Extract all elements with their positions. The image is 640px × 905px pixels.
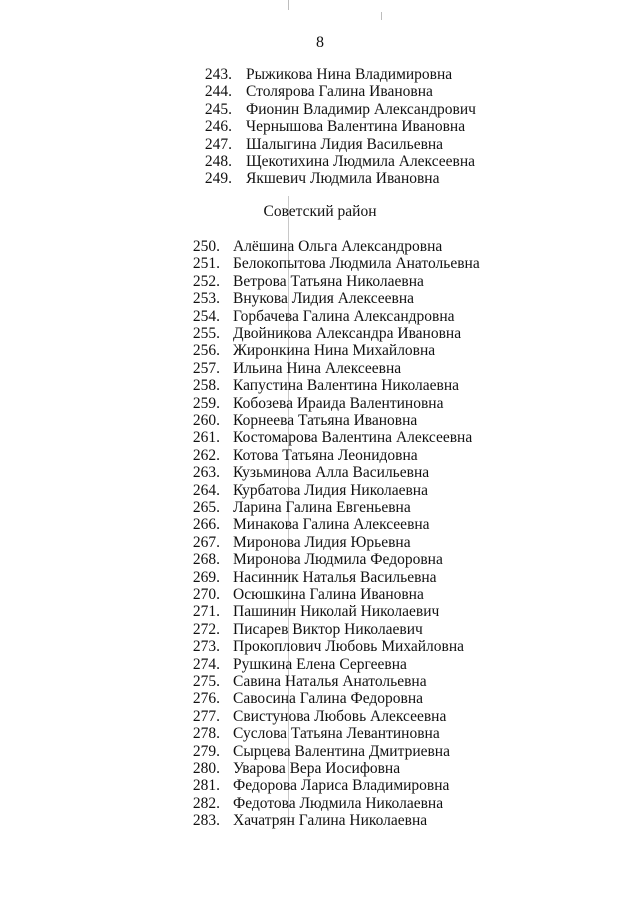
- list-item-name: Шалыгина Лидия Васильевна: [246, 135, 444, 153]
- list-item-name: Пашинин Николай Николаевич: [233, 603, 440, 621]
- list-item: [0, 153, 640, 171]
- list-item-number: 260.: [192, 412, 220, 429]
- list-item: [0, 342, 640, 360]
- list-item: [0, 534, 640, 552]
- list-item-number: 246.: [204, 118, 232, 136]
- list-item-number: 255.: [192, 325, 220, 342]
- section-heading-district: Советский район: [263, 203, 377, 220]
- list-item-number: 265.: [192, 499, 220, 516]
- list-item-name: Котова Татьяна Леонидовна: [233, 446, 418, 464]
- list-item-name: Уварова Вера Иосифовна: [233, 760, 401, 777]
- list-item-number: 274.: [192, 655, 220, 673]
- list-item-number: 254.: [192, 307, 220, 325]
- list-item: [0, 66, 640, 84]
- scan-mark-top-right: [381, 12, 382, 20]
- list-item-name: Чернышова Валентина Ивановна: [246, 118, 466, 136]
- list-item-name: Щекотихина Людмила Алексеевна: [246, 153, 476, 170]
- list-item-name: Кузьминова Алла Васильевна: [233, 464, 430, 482]
- list-item: [0, 569, 640, 587]
- list-item-name: Минакова Галина Алексеевна: [233, 516, 430, 534]
- page-number: 8: [316, 34, 324, 51]
- scan-mark-top-left: [288, 0, 289, 10]
- list-item-number: 276.: [192, 690, 220, 708]
- list-item: [0, 273, 640, 291]
- list-item: [0, 412, 640, 430]
- list-item-number: 278.: [192, 725, 220, 743]
- list-item-name: Савина Наталья Анатольевна: [233, 673, 427, 690]
- list-item-number: 253.: [192, 290, 220, 308]
- list-item-number: 264.: [192, 481, 220, 499]
- list-item-number: 244.: [204, 83, 232, 101]
- list-item: [0, 238, 640, 256]
- list-item-name: Сырцева Валентина Дмитриевна: [233, 742, 450, 760]
- list-item-number: 247.: [204, 135, 232, 153]
- list-item: [0, 708, 640, 726]
- list-item-name: Писарев Виктор Николаевич: [233, 620, 423, 638]
- list-item-name: Кобозева Ираида Валентиновна: [233, 394, 444, 412]
- list-item-number: 257.: [192, 359, 220, 377]
- list-item-number: 272.: [192, 620, 220, 638]
- list-item-number: 258.: [192, 377, 220, 395]
- list-item: [0, 795, 640, 813]
- list-item: [0, 101, 640, 119]
- list-item-number: 252.: [192, 272, 220, 290]
- list-item-name: Столярова Галина Ивановна: [246, 83, 433, 101]
- list-item: [0, 290, 640, 308]
- list-item-name: Ильина Нина Алексеевна: [233, 359, 402, 377]
- list-item-name: Савосина Галина Федоровна: [233, 690, 424, 708]
- list-item: [0, 377, 640, 395]
- list-item-number: 275.: [192, 673, 220, 690]
- list-item: [0, 777, 640, 795]
- list-item-name: Прокоплович Любовь Михайловна: [233, 638, 465, 656]
- list-item-number: 267.: [192, 533, 220, 551]
- list-item-name: Миронова Лидия Юрьевна: [233, 533, 411, 551]
- list-item: [0, 551, 640, 569]
- list-item: [0, 812, 640, 830]
- list-item-number: 268.: [192, 551, 220, 569]
- list-item-name: Ветрова Татьяна Николаевна: [233, 272, 424, 290]
- list-item-number: 273.: [192, 638, 220, 656]
- list-item-number: 280.: [192, 760, 220, 777]
- list-item: [0, 499, 640, 517]
- list-item: [0, 621, 640, 639]
- list-item-number: 271.: [192, 603, 220, 621]
- list-item-name: Ларина Галина Евгеньевна: [233, 499, 411, 516]
- list-item: [0, 136, 640, 154]
- list-item-number: 248.: [204, 153, 232, 170]
- list-item: [0, 725, 640, 743]
- list-item-number: 245.: [204, 100, 232, 118]
- list-item: [0, 429, 640, 447]
- list-item-name: Якшевич Людмила Ивановна: [246, 170, 440, 188]
- list-item-name: Фионин Владимир Александрович: [246, 100, 476, 118]
- list-item-name: Горбачева Галина Александровна: [233, 307, 455, 325]
- list-item: [0, 308, 640, 326]
- list-item: [0, 482, 640, 500]
- list-item: [0, 673, 640, 691]
- list-item-name: Жиронкина Нина Михайловна: [233, 342, 436, 360]
- list-item: [0, 325, 640, 343]
- list-item: [0, 447, 640, 465]
- list-item-name: Федорова Лариса Владимировна: [233, 777, 450, 795]
- list-item-name: Рыжикова Нина Владимировна: [246, 66, 453, 83]
- list-item: [0, 464, 640, 482]
- list-item: [0, 516, 640, 534]
- list-item-name: Курбатова Лидия Николаевна: [233, 481, 428, 499]
- list-item-name: Белокопытова Людмила Анатольевна: [233, 255, 480, 273]
- list-item-number: 259.: [192, 394, 220, 412]
- list-item: [0, 603, 640, 621]
- list-item: [0, 170, 640, 188]
- list-item: [0, 638, 640, 656]
- list-item: [0, 83, 640, 101]
- list-item: [0, 395, 640, 413]
- list-item-name: Рушкина Елена Сергеевна: [233, 655, 407, 673]
- list-item-name: Суслова Татьяна Левантиновна: [233, 725, 440, 743]
- list-item-name: Костомарова Валентина Алексеевна: [233, 429, 473, 447]
- list-item-number: 263.: [192, 464, 220, 482]
- list-item-number: 283.: [192, 812, 220, 830]
- list-item: [0, 656, 640, 674]
- list-item: [0, 360, 640, 378]
- list-item-number: 250.: [192, 238, 220, 255]
- list-item-name: Свистунова Любовь Алексеевна: [233, 707, 447, 725]
- list-item-number: 251.: [192, 255, 220, 273]
- list-item-number: 266.: [192, 516, 220, 534]
- list-item-name: Корнеева Татьяна Ивановна: [233, 412, 418, 429]
- list-item: [0, 760, 640, 778]
- list-item-number: 261.: [192, 429, 220, 447]
- list-item-number: 282.: [192, 794, 220, 812]
- list-item-number: 277.: [192, 707, 220, 725]
- list-item-name: Хачатрян Галина Николаевна: [233, 812, 428, 830]
- list-item: [0, 743, 640, 761]
- list-item-number: 281.: [192, 777, 220, 795]
- list-item-number: 262.: [192, 446, 220, 464]
- list-item-name: Алёшина Ольга Александровна: [233, 238, 443, 255]
- list-item-name: Капустина Валентина Николаевна: [233, 377, 459, 395]
- list-item: [0, 586, 640, 604]
- list-item-number: 249.: [204, 170, 232, 188]
- list-item-number: 279.: [192, 742, 220, 760]
- list-item-number: 256.: [192, 342, 220, 360]
- list-item-number: 243.: [204, 66, 232, 83]
- list-item-number: 270.: [192, 586, 220, 603]
- list-item-name: Федотова Людмила Николаевна: [233, 794, 444, 812]
- list-item-name: Внукова Лидия Алексеевна: [233, 290, 415, 308]
- list-item-name: Двойникова Александра Ивановна: [233, 325, 462, 342]
- list-item: [0, 118, 640, 136]
- list-item-name: Осюшкина Галина Ивановна: [233, 586, 424, 603]
- list-item: [0, 690, 640, 708]
- list-item-number: 269.: [192, 568, 220, 586]
- list-item: [0, 255, 640, 273]
- list-item-name: Миронова Людмила Федоровна: [233, 551, 443, 569]
- list-item-name: Насинник Наталья Васильевна: [233, 568, 437, 586]
